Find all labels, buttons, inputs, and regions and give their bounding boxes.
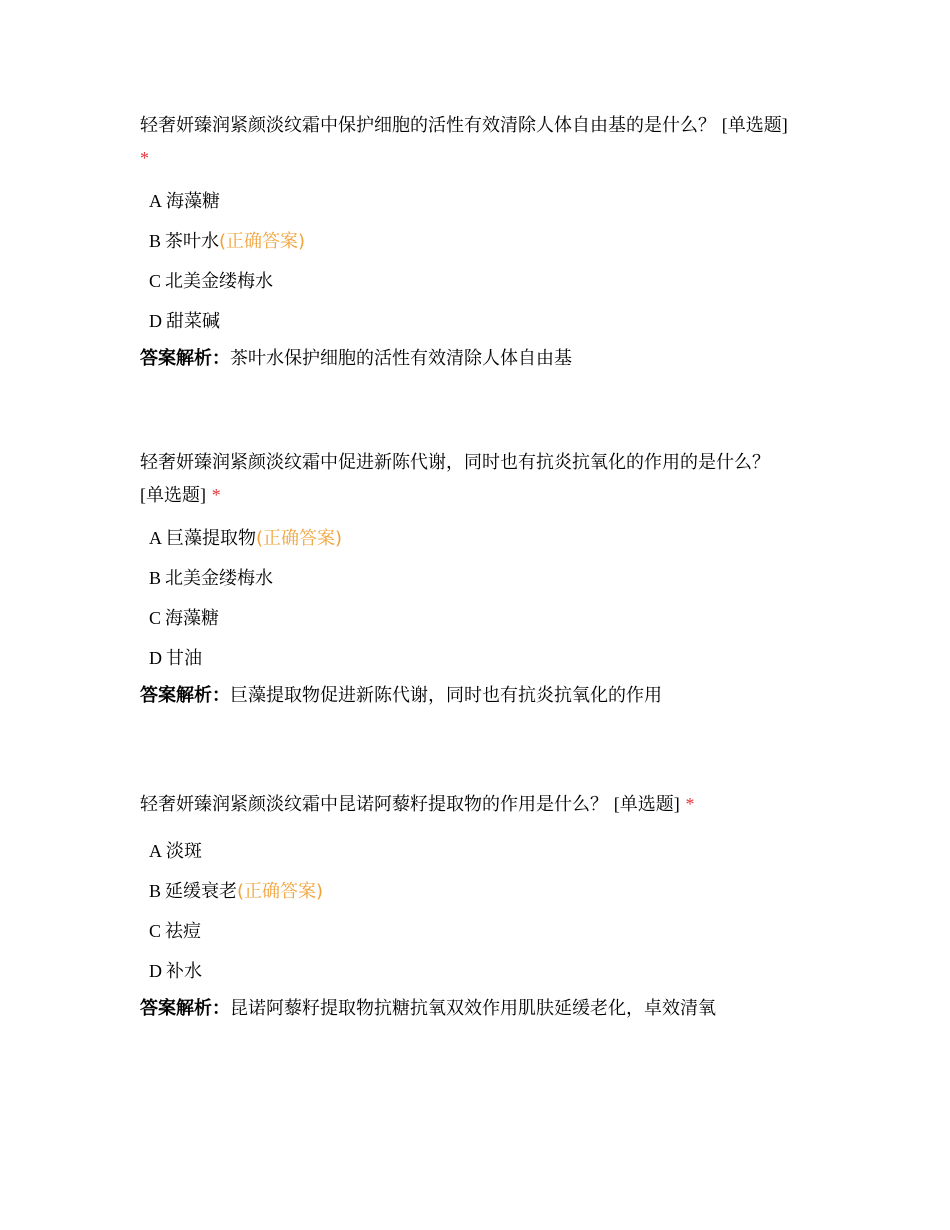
question-type: [单选题]	[721, 115, 788, 135]
option-label: 海藻糖	[166, 191, 220, 212]
option-a[interactable]: A 海藻糖	[149, 191, 220, 212]
question-title: 轻奢妍臻润紧颜淡纹霜中保护细胞的活性有效清除人体自由基的是什么？ [单选题] *	[140, 115, 788, 168]
option-label: 甜菜碱	[166, 311, 220, 332]
option-c[interactable]: C 北美金缕梅水	[149, 271, 274, 292]
option-b[interactable]: B 北美金缕梅水	[149, 568, 274, 589]
question-title: 轻奢妍臻润紧颜淡纹霜中促进新陈代谢，同时也有抗炎抗氧化的作用的是什么？ [单选题] *	[140, 452, 770, 505]
question-type: [单选题]	[140, 485, 206, 505]
option-label: 淡斑	[166, 841, 202, 862]
analysis-text: 昆诺阿藜籽提取物抗糖抗氧双效作用肌肤延缓老化，卓效清氧	[230, 998, 716, 1019]
answer-analysis	[140, 991, 820, 1027]
correct-answer-mark: (正确答案)	[256, 528, 343, 549]
option-c[interactable]: C 海藻糖	[149, 608, 220, 629]
option-a[interactable]: A 淡斑	[149, 841, 202, 862]
option-b[interactable]: B 延缓衰老(正确答案)	[149, 881, 324, 902]
option-label: 北美金缕梅水	[165, 568, 274, 589]
question-1	[140, 109, 820, 377]
option-d[interactable]: D 甘油	[149, 648, 202, 669]
option-list	[140, 181, 820, 341]
option-label: 甘油	[166, 648, 202, 669]
correct-answer-mark: (正确答案)	[237, 881, 324, 902]
option-list	[140, 518, 820, 678]
option-d[interactable]: D 补水	[149, 961, 202, 982]
analysis-label: 答案解析：	[140, 685, 230, 706]
option-a[interactable]: A 巨藻提取物(正确答案)	[149, 528, 343, 549]
option-label: 海藻糖	[165, 608, 220, 629]
required-mark: *	[211, 485, 221, 505]
question-3	[140, 788, 820, 1027]
correct-answer-mark: (正确答案)	[219, 231, 306, 252]
option-label: 补水	[166, 961, 202, 982]
question-type: [单选题]	[613, 794, 680, 814]
option-label: 祛痘	[165, 921, 202, 942]
answer-analysis	[140, 678, 820, 714]
option-label: 茶叶水	[165, 231, 220, 252]
required-mark: *	[685, 794, 695, 814]
option-label: 巨藻提取物	[166, 528, 256, 549]
answer-analysis	[140, 341, 820, 377]
analysis-text: 巨藻提取物促进新陈代谢，同时也有抗炎抗氧化的作用	[230, 685, 662, 706]
analysis-text: 茶叶水保护细胞的活性有效清除人体自由基	[230, 348, 572, 369]
option-label: 北美金缕梅水	[165, 271, 274, 292]
question-title: 轻奢妍臻润紧颜淡纹霜中昆诺阿藜籽提取物的作用是什么？ [单选题] *	[140, 794, 695, 815]
option-list	[140, 831, 820, 991]
option-c[interactable]: C 祛痘	[149, 921, 202, 942]
required-mark: *	[140, 148, 149, 168]
option-b[interactable]: B 茶叶水(正确答案)	[149, 231, 306, 252]
option-label: 延缓衰老	[165, 881, 238, 902]
analysis-label: 答案解析：	[140, 348, 230, 369]
question-2	[140, 446, 820, 714]
option-d[interactable]: D 甜菜碱	[149, 311, 220, 332]
analysis-label: 答案解析：	[140, 998, 230, 1019]
